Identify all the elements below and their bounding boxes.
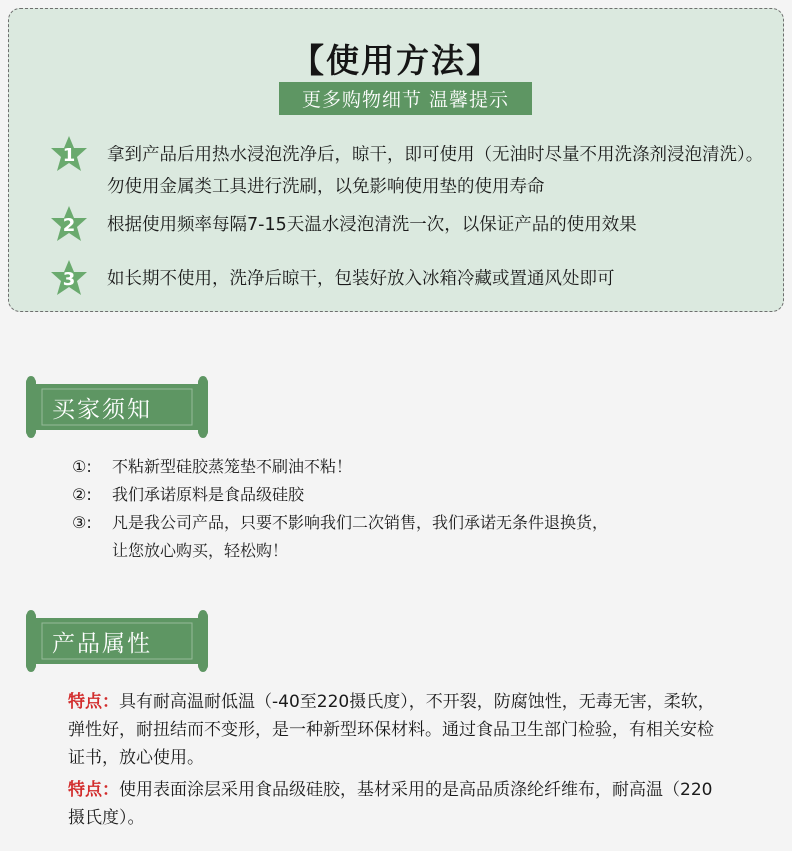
- buyer-notice-list: [72, 453, 772, 565]
- list-index: ③:: [72, 513, 92, 532]
- list-index: ②:: [72, 485, 92, 504]
- list-item: [72, 453, 772, 481]
- feature-paragraph-2: [68, 776, 728, 832]
- step-number: 1: [62, 144, 76, 166]
- usage-title: 【使用方法】: [291, 41, 501, 80]
- step-text: 如长期不使用，洗净后晾干，包装好放入冰箱冷藏或置通风处即可: [107, 269, 615, 289]
- step-number: 2: [62, 214, 76, 236]
- feature-key: 特点：: [68, 780, 119, 800]
- feature-paragraph-1: [68, 688, 728, 772]
- list-item-continuation: 让您放心购买，轻松购！: [112, 541, 289, 560]
- list-text: 不粘新型硅胶蒸笼垫不刷油不粘！: [112, 457, 353, 476]
- list-item: [72, 481, 772, 509]
- step-text: 根据使用频率每隔7-15天温水浸泡清洗一次，以保证产品的使用效果: [107, 215, 637, 235]
- list-item: [72, 509, 772, 537]
- feature-key: 特点：: [68, 692, 119, 712]
- buyer-notice-title: 买家须知: [52, 396, 152, 423]
- attributes-label: [22, 610, 212, 672]
- feature-text: 使用表面涂层采用食品级硅胶，基材采用的是高品质涤纶纤维布，耐高温（220摄氏度）。: [68, 780, 713, 828]
- star-badge-icon: [49, 135, 89, 175]
- attributes-title: 产品属性: [52, 630, 152, 657]
- feature-text: 具有耐高温耐低温（-40至220摄氏度），不开裂，防腐蚀性，无毒无害，柔软，弹性好，耐扭结而不变形，是一种新型环保材料。通过食品卫生部门检验，有相关安检证书，放心使用。: [68, 692, 715, 768]
- usage-banner: 更多购物细节 温馨提示: [279, 82, 532, 115]
- list-text: 凡是我公司产品，只要不影响我们二次销售，我们承诺无条件退换货，: [112, 513, 609, 532]
- step-text: 拿到产品后用热水浸泡洗净后，晾干，即可使用（无油时尽量不用洗涤剂浸泡清洗）。勿使用金属类工具进行洗刷，以免影响使用垫的使用寿命: [107, 145, 764, 197]
- list-text: 我们承诺原料是食品级硅胶: [112, 485, 305, 504]
- star-badge-icon: [49, 259, 89, 299]
- step-number: 3: [62, 268, 76, 290]
- list-index: ①:: [72, 457, 92, 476]
- usage-card: [8, 8, 784, 312]
- star-badge-icon: [49, 205, 89, 245]
- buyer-notice-label: [22, 376, 212, 438]
